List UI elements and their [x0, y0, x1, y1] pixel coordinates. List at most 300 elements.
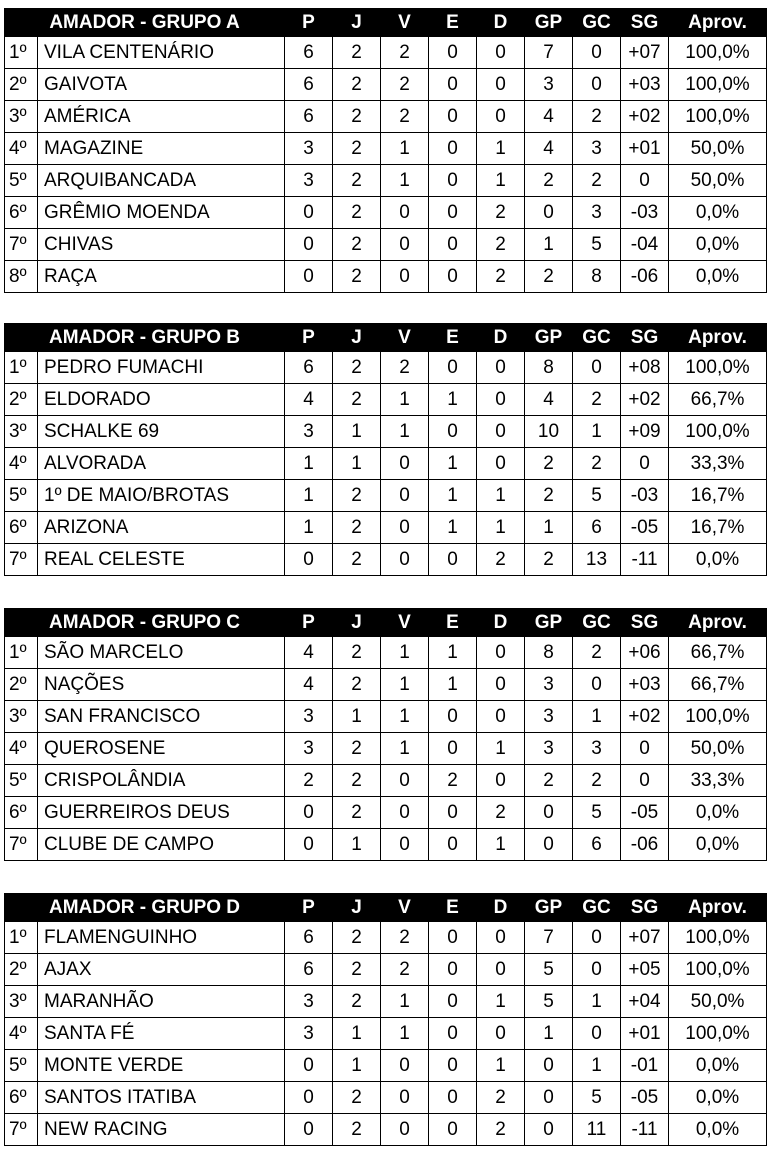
- stat-cell: 0: [429, 1114, 477, 1146]
- table-row: [5, 448, 767, 480]
- table-header-row: [5, 324, 767, 352]
- stat-cell: 0: [621, 448, 669, 480]
- stat-cell: 2: [477, 1114, 525, 1146]
- stat-cell: 0: [621, 165, 669, 197]
- rank-cell: 3º: [5, 416, 38, 448]
- stat-cell: 1: [381, 165, 429, 197]
- stat-cell: 1: [381, 1018, 429, 1050]
- stat-cell: 2: [333, 261, 381, 293]
- stat-cell: 0: [525, 797, 573, 829]
- stat-cell: 2: [573, 101, 621, 133]
- column-header: SG: [621, 324, 669, 352]
- stat-cell: 0,0%: [669, 1114, 767, 1146]
- stat-cell: 1: [429, 448, 477, 480]
- table-row: [5, 733, 767, 765]
- rank-cell: 6º: [5, 1082, 38, 1114]
- stat-cell: 2: [333, 797, 381, 829]
- stat-cell: 2: [285, 765, 333, 797]
- stat-cell: 0: [429, 197, 477, 229]
- stat-cell: 2: [333, 733, 381, 765]
- team-name-cell: SANTA FÉ: [38, 1018, 285, 1050]
- stat-cell: 2: [381, 922, 429, 954]
- table-row: [5, 384, 767, 416]
- stat-cell: 0: [381, 229, 429, 261]
- stat-cell: 5: [573, 480, 621, 512]
- stat-cell: 0: [285, 261, 333, 293]
- stat-cell: 0: [381, 765, 429, 797]
- stat-cell: 2: [333, 669, 381, 701]
- team-name-cell: PEDRO FUMACHI: [38, 352, 285, 384]
- stat-cell: 8: [573, 261, 621, 293]
- stat-cell: 5: [573, 229, 621, 261]
- rank-cell: 7º: [5, 229, 38, 261]
- stat-cell: 2: [333, 101, 381, 133]
- stat-cell: 1: [525, 1018, 573, 1050]
- stat-cell: 1: [381, 637, 429, 669]
- stat-cell: 0: [381, 1050, 429, 1082]
- team-name-cell: MARANHÃO: [38, 986, 285, 1018]
- rank-cell: 4º: [5, 733, 38, 765]
- stat-cell: 2: [333, 197, 381, 229]
- stat-cell: 33,3%: [669, 448, 767, 480]
- table-row: [5, 1050, 767, 1082]
- stat-cell: 4: [285, 637, 333, 669]
- table-row: [5, 954, 767, 986]
- stat-cell: 2: [333, 384, 381, 416]
- stat-cell: 2: [573, 165, 621, 197]
- rank-cell: 2º: [5, 954, 38, 986]
- stat-cell: 8: [525, 637, 573, 669]
- column-header: D: [477, 9, 525, 37]
- column-header: GP: [525, 324, 573, 352]
- table-row: [5, 701, 767, 733]
- column-header: P: [285, 894, 333, 922]
- stat-cell: 4: [285, 384, 333, 416]
- stat-cell: 0,0%: [669, 829, 767, 861]
- column-header: V: [381, 894, 429, 922]
- stat-cell: 0: [477, 37, 525, 69]
- stat-cell: 0: [573, 954, 621, 986]
- stat-cell: 1: [477, 1050, 525, 1082]
- stat-cell: 0,0%: [669, 229, 767, 261]
- stat-cell: 4: [525, 384, 573, 416]
- table-row: [5, 797, 767, 829]
- stat-cell: 2: [573, 448, 621, 480]
- stat-cell: 2: [333, 352, 381, 384]
- table-row: [5, 765, 767, 797]
- stat-cell: 2: [333, 512, 381, 544]
- stat-cell: 0: [477, 352, 525, 384]
- stat-cell: 0: [381, 512, 429, 544]
- stat-cell: 1: [429, 480, 477, 512]
- stat-cell: 3: [573, 133, 621, 165]
- stat-cell: 1: [477, 512, 525, 544]
- stat-cell: 0: [477, 637, 525, 669]
- stat-cell: +03: [621, 69, 669, 101]
- stat-cell: 1: [285, 448, 333, 480]
- stat-cell: 1: [333, 701, 381, 733]
- column-header: V: [381, 324, 429, 352]
- team-name-cell: CHIVAS: [38, 229, 285, 261]
- stat-cell: 2: [525, 480, 573, 512]
- standings-table: [4, 608, 767, 861]
- stat-cell: 1: [333, 416, 381, 448]
- group-title: AMADOR - GRUPO A: [5, 9, 285, 37]
- team-name-cell: ELDORADO: [38, 384, 285, 416]
- team-name-cell: GRÊMIO MOENDA: [38, 197, 285, 229]
- stat-cell: 0: [429, 229, 477, 261]
- stat-cell: 0: [429, 101, 477, 133]
- stat-cell: +09: [621, 416, 669, 448]
- rank-cell: 7º: [5, 1114, 38, 1146]
- rank-cell: 8º: [5, 261, 38, 293]
- stat-cell: 2: [333, 544, 381, 576]
- stat-cell: 1: [525, 229, 573, 261]
- column-header: P: [285, 609, 333, 637]
- table-header-row: [5, 894, 767, 922]
- stat-cell: 2: [333, 637, 381, 669]
- table-row: [5, 480, 767, 512]
- stat-cell: 3: [525, 669, 573, 701]
- stat-cell: 66,7%: [669, 637, 767, 669]
- team-name-cell: CLUBE DE CAMPO: [38, 829, 285, 861]
- stat-cell: 100,0%: [669, 1018, 767, 1050]
- stat-cell: 2: [333, 986, 381, 1018]
- column-header: GP: [525, 894, 573, 922]
- column-header: SG: [621, 894, 669, 922]
- table-row: [5, 637, 767, 669]
- stat-cell: 2: [333, 1082, 381, 1114]
- column-header: SG: [621, 9, 669, 37]
- stat-cell: 1: [333, 1018, 381, 1050]
- stat-cell: 0: [525, 197, 573, 229]
- stat-cell: 100,0%: [669, 37, 767, 69]
- table-row: [5, 69, 767, 101]
- rank-cell: 6º: [5, 512, 38, 544]
- stat-cell: 6: [285, 352, 333, 384]
- stat-cell: 2: [477, 197, 525, 229]
- table-row: [5, 544, 767, 576]
- team-name-cell: MONTE VERDE: [38, 1050, 285, 1082]
- column-header: D: [477, 894, 525, 922]
- stat-cell: 1: [573, 1050, 621, 1082]
- stat-cell: 0: [285, 197, 333, 229]
- stat-cell: 1: [381, 133, 429, 165]
- stat-cell: 7: [525, 37, 573, 69]
- stat-cell: 1: [429, 669, 477, 701]
- rank-cell: 3º: [5, 101, 38, 133]
- stat-cell: 0,0%: [669, 797, 767, 829]
- stat-cell: -11: [621, 544, 669, 576]
- stat-cell: 6: [573, 512, 621, 544]
- stat-cell: 0: [573, 922, 621, 954]
- team-name-cell: SAN FRANCISCO: [38, 701, 285, 733]
- stat-cell: 0: [477, 384, 525, 416]
- team-name-cell: GAIVOTA: [38, 69, 285, 101]
- table-row: [5, 133, 767, 165]
- stat-cell: 0: [381, 829, 429, 861]
- column-header: GP: [525, 9, 573, 37]
- stat-cell: +05: [621, 954, 669, 986]
- stat-cell: 2: [525, 261, 573, 293]
- column-header: GC: [573, 324, 621, 352]
- table-row: [5, 165, 767, 197]
- standings-table: [4, 893, 767, 1146]
- stat-cell: +02: [621, 701, 669, 733]
- stat-cell: 6: [285, 101, 333, 133]
- stat-cell: 3: [285, 1018, 333, 1050]
- stat-cell: 1: [333, 448, 381, 480]
- table-row: [5, 101, 767, 133]
- stat-cell: 2: [333, 954, 381, 986]
- rank-cell: 2º: [5, 69, 38, 101]
- team-name-cell: FLAMENGUINHO: [38, 922, 285, 954]
- team-name-cell: ARIZONA: [38, 512, 285, 544]
- stat-cell: 2: [381, 69, 429, 101]
- stat-cell: 1: [333, 1050, 381, 1082]
- rank-cell: 3º: [5, 986, 38, 1018]
- team-name-cell: AMÉRICA: [38, 101, 285, 133]
- table-row: [5, 416, 767, 448]
- team-name-cell: SANTOS ITATIBA: [38, 1082, 285, 1114]
- stat-cell: 0: [477, 922, 525, 954]
- stat-cell: 0: [429, 1050, 477, 1082]
- column-header: Aprov.: [669, 894, 767, 922]
- stat-cell: 6: [285, 922, 333, 954]
- stat-cell: 0: [381, 261, 429, 293]
- stat-cell: 2: [525, 165, 573, 197]
- team-name-cell: ARQUIBANCADA: [38, 165, 285, 197]
- stat-cell: 100,0%: [669, 954, 767, 986]
- stat-cell: 0,0%: [669, 544, 767, 576]
- stat-cell: +07: [621, 37, 669, 69]
- table-header-row: [5, 609, 767, 637]
- column-header: J: [333, 9, 381, 37]
- stat-cell: 0: [429, 352, 477, 384]
- stat-cell: 4: [525, 101, 573, 133]
- stat-cell: 11: [573, 1114, 621, 1146]
- stat-cell: 1: [381, 701, 429, 733]
- stat-cell: -03: [621, 480, 669, 512]
- team-name-cell: GUERREIROS DEUS: [38, 797, 285, 829]
- stat-cell: 33,3%: [669, 765, 767, 797]
- stat-cell: 0: [525, 1050, 573, 1082]
- stat-cell: 3: [573, 197, 621, 229]
- team-name-cell: MAGAZINE: [38, 133, 285, 165]
- stat-cell: 1: [573, 701, 621, 733]
- stat-cell: 5: [525, 986, 573, 1018]
- stat-cell: +08: [621, 352, 669, 384]
- stat-cell: 6: [285, 69, 333, 101]
- rank-cell: 7º: [5, 544, 38, 576]
- table-header-row: [5, 9, 767, 37]
- rank-cell: 6º: [5, 797, 38, 829]
- stat-cell: 0,0%: [669, 1050, 767, 1082]
- column-header: J: [333, 324, 381, 352]
- table-row: [5, 229, 767, 261]
- stat-cell: 0: [429, 829, 477, 861]
- stat-cell: +01: [621, 133, 669, 165]
- stat-cell: 3: [285, 701, 333, 733]
- team-name-cell: RAÇA: [38, 261, 285, 293]
- group-title: AMADOR - GRUPO B: [5, 324, 285, 352]
- stat-cell: 2: [429, 765, 477, 797]
- rank-cell: 1º: [5, 352, 38, 384]
- team-name-cell: SCHALKE 69: [38, 416, 285, 448]
- stat-cell: 0: [429, 986, 477, 1018]
- stat-cell: 1: [477, 733, 525, 765]
- stat-cell: 0: [285, 229, 333, 261]
- group-title: AMADOR - GRUPO D: [5, 894, 285, 922]
- rank-cell: 4º: [5, 133, 38, 165]
- stat-cell: 0: [573, 1018, 621, 1050]
- stat-cell: 0: [285, 544, 333, 576]
- stat-cell: 1: [477, 986, 525, 1018]
- rank-cell: 2º: [5, 384, 38, 416]
- stat-cell: 10: [525, 416, 573, 448]
- stat-cell: 0: [381, 544, 429, 576]
- column-header: J: [333, 894, 381, 922]
- table-row: [5, 986, 767, 1018]
- stat-cell: 0: [573, 669, 621, 701]
- column-header: E: [429, 9, 477, 37]
- table-row: [5, 1082, 767, 1114]
- stat-cell: 1: [333, 829, 381, 861]
- stat-cell: 0,0%: [669, 1082, 767, 1114]
- stat-cell: 5: [525, 954, 573, 986]
- stat-cell: 1: [573, 986, 621, 1018]
- stat-cell: 1: [429, 512, 477, 544]
- table-row: [5, 669, 767, 701]
- stat-cell: 2: [381, 954, 429, 986]
- stat-cell: -04: [621, 229, 669, 261]
- standings-table: [4, 323, 767, 576]
- stat-cell: 0: [429, 37, 477, 69]
- stat-cell: -11: [621, 1114, 669, 1146]
- stat-cell: 0: [285, 797, 333, 829]
- stat-cell: 0: [285, 829, 333, 861]
- stat-cell: 0: [381, 1114, 429, 1146]
- stat-cell: 4: [525, 133, 573, 165]
- stat-cell: 7: [525, 922, 573, 954]
- stat-cell: 0: [429, 1082, 477, 1114]
- column-header: V: [381, 609, 429, 637]
- stat-cell: 8: [525, 352, 573, 384]
- column-header: Aprov.: [669, 9, 767, 37]
- stat-cell: 2: [573, 765, 621, 797]
- stat-cell: 0: [381, 448, 429, 480]
- stat-cell: 0: [381, 797, 429, 829]
- stat-cell: 1: [429, 637, 477, 669]
- stat-cell: 0: [429, 922, 477, 954]
- column-header: V: [381, 9, 429, 37]
- stat-cell: 0: [429, 954, 477, 986]
- column-header: E: [429, 609, 477, 637]
- stat-cell: 5: [573, 797, 621, 829]
- table-row: [5, 352, 767, 384]
- rank-cell: 4º: [5, 448, 38, 480]
- rank-cell: 1º: [5, 637, 38, 669]
- rank-cell: 6º: [5, 197, 38, 229]
- rank-cell: 7º: [5, 829, 38, 861]
- stat-cell: 6: [285, 37, 333, 69]
- stat-cell: 3: [285, 165, 333, 197]
- rank-cell: 1º: [5, 37, 38, 69]
- rank-cell: 5º: [5, 1050, 38, 1082]
- stat-cell: 1: [381, 733, 429, 765]
- stat-cell: 3: [525, 733, 573, 765]
- column-header: Aprov.: [669, 324, 767, 352]
- stat-cell: 100,0%: [669, 416, 767, 448]
- stat-cell: 0: [429, 701, 477, 733]
- stat-cell: 0: [285, 1050, 333, 1082]
- stat-cell: 1: [381, 384, 429, 416]
- stat-cell: 0: [429, 797, 477, 829]
- column-header: GP: [525, 609, 573, 637]
- stat-cell: +02: [621, 384, 669, 416]
- stat-cell: 6: [573, 829, 621, 861]
- team-name-cell: NEW RACING: [38, 1114, 285, 1146]
- stat-cell: 66,7%: [669, 669, 767, 701]
- stat-cell: 2: [525, 765, 573, 797]
- stat-cell: 2: [525, 448, 573, 480]
- stat-cell: -01: [621, 1050, 669, 1082]
- stat-cell: 0: [477, 669, 525, 701]
- column-header: SG: [621, 609, 669, 637]
- stat-cell: 1: [429, 384, 477, 416]
- column-header: P: [285, 9, 333, 37]
- table-row: [5, 197, 767, 229]
- rank-cell: 1º: [5, 922, 38, 954]
- team-name-cell: 1º DE MAIO/BROTAS: [38, 480, 285, 512]
- stat-cell: 0: [525, 829, 573, 861]
- stat-cell: 2: [333, 765, 381, 797]
- stat-cell: 3: [285, 416, 333, 448]
- stat-cell: 0: [429, 733, 477, 765]
- stat-cell: 0: [381, 480, 429, 512]
- stat-cell: 1: [477, 165, 525, 197]
- stat-cell: +03: [621, 669, 669, 701]
- stat-cell: 2: [333, 1114, 381, 1146]
- table-row: [5, 1018, 767, 1050]
- table-row: [5, 512, 767, 544]
- stat-cell: 100,0%: [669, 101, 767, 133]
- stat-cell: 3: [285, 733, 333, 765]
- team-name-cell: SÃO MARCELO: [38, 637, 285, 669]
- stat-cell: 13: [573, 544, 621, 576]
- stat-cell: -06: [621, 829, 669, 861]
- stat-cell: 66,7%: [669, 384, 767, 416]
- stat-cell: 1: [285, 480, 333, 512]
- stat-cell: 0: [477, 416, 525, 448]
- table-row: [5, 37, 767, 69]
- stat-cell: -03: [621, 197, 669, 229]
- stat-cell: -05: [621, 1082, 669, 1114]
- stat-cell: 16,7%: [669, 512, 767, 544]
- stat-cell: 1: [573, 416, 621, 448]
- stat-cell: 0: [525, 1114, 573, 1146]
- stat-cell: 6: [285, 954, 333, 986]
- stat-cell: 0: [525, 1082, 573, 1114]
- stat-cell: 0: [429, 544, 477, 576]
- team-name-cell: REAL CELESTE: [38, 544, 285, 576]
- stat-cell: 2: [477, 797, 525, 829]
- rank-cell: 5º: [5, 480, 38, 512]
- stat-cell: 50,0%: [669, 733, 767, 765]
- stat-cell: 0: [621, 733, 669, 765]
- team-name-cell: ALVORADA: [38, 448, 285, 480]
- stat-cell: +02: [621, 101, 669, 133]
